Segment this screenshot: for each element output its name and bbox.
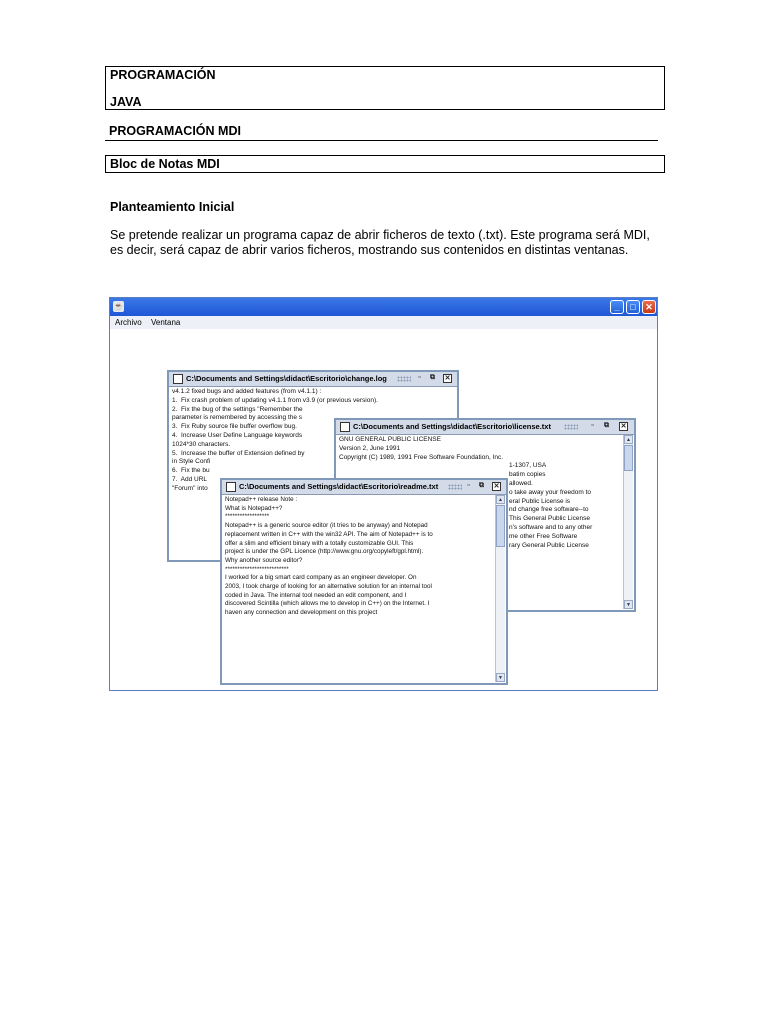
text-line: v4.1.2 fixed bugs and added features (from v4.1.1) : [172,388,322,395]
scroll-thumb[interactable] [624,445,633,471]
text-line: o take away your freedom to [509,488,592,496]
menu-ventana[interactable]: Ventana [151,318,181,327]
text-line: 1-1307, USA [509,462,547,470]
course-title-line1: PROGRAMACIÓN [110,68,216,82]
text-line: eral Public License is [509,497,571,505]
readme-text[interactable] [225,496,494,618]
internal-window-readme[interactable] [220,478,508,685]
text-line: discovered Scintilla (which allows me to develop in C++) on the Internet. I [225,600,430,608]
text-line: GNU GENERAL PUBLIC LICENSE [339,436,441,443]
changelog-title: C:\Documents and Settings\didact\Escritorio\change.log [186,374,387,383]
close-icon[interactable]: ✕ [444,375,451,382]
text-line: Notepad++ is a generic source editor (it tries to be anyway) and Notepad [225,522,428,530]
course-title-line2: JAVA [110,95,142,109]
text-line: 3. Fix Ruby source file buffer overflow bug. [172,423,297,431]
text-line: batim copies [509,471,546,479]
topic-title: PROGRAMACIÓN MDI [109,124,241,138]
scroll-thumb[interactable] [496,505,505,547]
close-button[interactable]: ✕ [642,300,656,314]
iconify-icon[interactable]: ▫ [467,482,470,489]
text-line: project is under the GPL Licence (http://www.gnu.org/copyleft/gpl.html). [225,548,424,556]
minimize-button[interactable]: _ [610,300,624,314]
maximize-icon[interactable]: ⧉ [479,482,484,489]
text-line: ************************** [225,565,289,573]
iconify-icon[interactable]: ▫ [591,422,594,429]
drag-grip-icon [448,484,462,490]
document-icon [173,374,183,384]
scroll-down-arrow-icon[interactable]: ▼ [624,600,633,609]
text-line: 6. Fix the bu [172,467,210,475]
text-line: "Forum" into [172,484,208,492]
license-vertical-scrollbar[interactable] [623,435,633,609]
menu-archivo[interactable]: Archivo [115,318,142,327]
text-line: haven any connection and development on this project [225,609,378,617]
maximize-icon[interactable]: ⧉ [430,374,435,381]
text-line: 7. Add URL [172,475,208,483]
text-line: n's software and to any other [509,523,593,531]
document-icon [226,482,236,492]
java-app-icon: ☕ [113,302,124,311]
app-titlebar [110,298,657,316]
license-titlebar[interactable] [336,420,634,435]
document-title: Bloc de Notas MDI [110,157,220,171]
license-title: C:\Documents and Settings\didact\Escritorio\license.txt [353,422,551,431]
readme-vertical-scrollbar[interactable] [495,495,505,682]
course-header-box [105,66,665,110]
text-line: parameter is remembered by accessing the s [172,414,303,422]
section-heading: Planteamiento Inicial [110,200,235,214]
text-line: nd change free software--to [509,506,589,514]
readme-titlebar[interactable] [222,480,506,495]
text-line: 4. Increase User Define Language keywords [172,431,303,439]
drag-grip-icon [397,376,411,382]
text-line: 2003, I took charge of looking for an alternative solution for an internal tool [225,583,432,591]
text-line: 5. Increase the buffer of Extension defined by [172,449,305,457]
text-line: Notepad++ release Note : [225,496,298,503]
text-line: 1024*30 characters. [172,440,231,448]
changelog-titlebar[interactable] [169,372,457,387]
text-line: coded in Java. The internal tool needed an edit component, and I [225,591,407,599]
maximize-icon[interactable]: ⧉ [604,422,609,429]
text-line: 1. Fix crash problem of updating v4.1.1 from v3.9 (or previous version). [172,396,378,404]
close-icon[interactable]: ✕ [493,483,500,490]
text-line: Copyright (C) 1989, 1991 Free Software Foundation, Inc. [339,453,504,461]
text-line: in Style Confi [172,458,211,466]
drag-grip-icon [564,424,578,430]
topic-divider [105,140,658,141]
text-line: ****************** [225,513,270,521]
text-line: Why another source editor? [225,556,303,564]
text-line: I worked for a big smart card company as an engineer developer. On [225,574,417,582]
section-paragraph: Se pretende realizar un programa capaz de abrir ficheros de texto (.txt). Este programa será MDI, es decir, será capaz de abrir varios ficheros, mostrando sus contenidos en distintas ventanas. [110,228,650,257]
maximize-button[interactable]: □ [626,300,640,314]
text-line: Version 2, June 1991 [339,444,401,452]
text-line: This General Public License [509,515,590,523]
scroll-up-arrow-icon[interactable]: ▲ [496,495,505,504]
text-line: offer a slim and efficient binary with a totally customizable GUI. This [225,539,414,547]
text-line: replacement written in C++ with the win32 API. The aim of Notepad++ is to [225,530,433,538]
text-line: 2. Fix the bug of the settings "Remember the [172,405,303,413]
iconify-icon[interactable]: ▫ [418,374,421,381]
document-title-box [105,155,665,173]
text-line: allowed. [509,479,533,487]
text-line: What is Notepad++? [225,504,283,512]
text-line: me other Free Software [509,532,578,540]
scroll-down-arrow-icon[interactable]: ▼ [496,673,505,682]
app-menubar [110,316,657,329]
readme-title: C:\Documents and Settings\didact\Escritorio\readme.txt [239,482,439,491]
scroll-up-arrow-icon[interactable]: ▲ [624,435,633,444]
close-icon[interactable]: ✕ [620,423,627,430]
app-screenshot [109,297,658,691]
text-line: rary General Public License [509,541,589,549]
document-icon [340,422,350,432]
